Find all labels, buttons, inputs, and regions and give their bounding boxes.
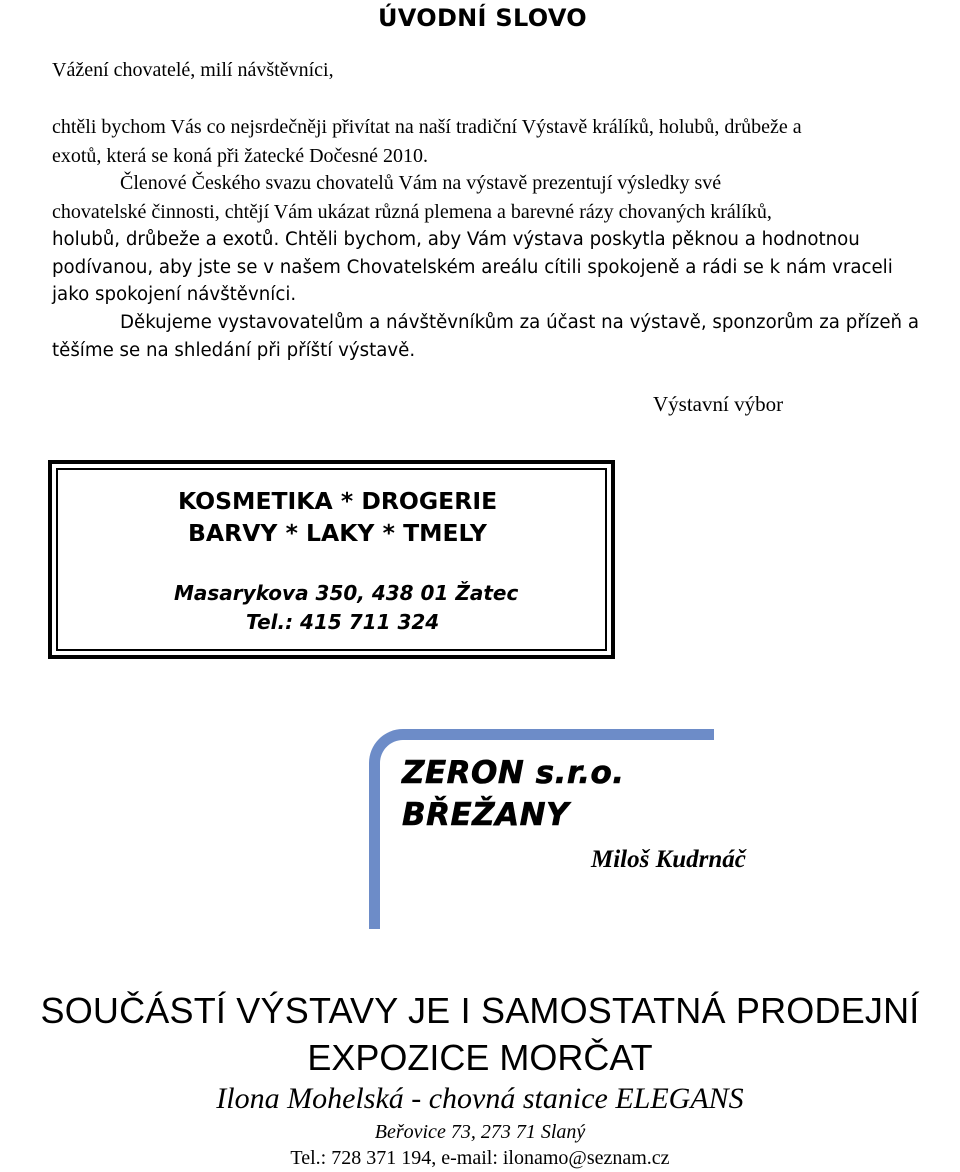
bottom-address: Beřovice 73, 273 71 Slaný — [374, 1121, 586, 1143]
body-line: Děkujeme vystavovatelům a návštěvníkům za účast na výstavě, sponzorům za přízeň a — [120, 312, 919, 333]
body-line: Členové Českého svazu chovatelů Vám na výstavě prezentují výsledky své — [120, 172, 722, 194]
body-line: chovatelské činnosti, chtějí Vám ukázat různá plemena a barevné rázy chovaných králíků, — [52, 201, 772, 223]
body-line: podívanou, aby jste se v našem Chovatelském areálu cítili spokojeně a rádi se k nám vraceli — [52, 257, 893, 278]
ad-zeron-person: Miloš Kudrnáč — [591, 846, 746, 873]
bottom-breeder-name: Ilona Mohelská - chovná stanice ELEGANS — [216, 1082, 744, 1115]
ad-cosmetics-address: Masarykova 350, 438 01 Žatec — [174, 581, 519, 605]
ad-cosmetics-line2: BARVY * LAKY * TMELY — [188, 519, 487, 547]
signature: Výstavní výbor — [653, 392, 784, 416]
ad-cosmetics-phone: Tel.: 415 711 324 — [246, 610, 440, 634]
body-line: holubů, drůbeže a exotů. Chtěli bychom, aby Vám výstava poskytla pěknou a hodnotnou — [52, 229, 860, 250]
ad-cosmetics-box — [48, 460, 615, 659]
bottom-title-line2: EXPOZICE MORČAT — [307, 1037, 653, 1078]
ad-zeron-company: ZERON s.r.o. — [402, 755, 625, 791]
body-line: jako spokojení návštěvníci. — [52, 284, 297, 305]
body-line: exotů, která se koná při žatecké Dočesné 2010. — [52, 145, 428, 167]
ad-cosmetics-inner-frame — [56, 468, 607, 651]
ad-zeron-frame — [369, 729, 746, 929]
page-heading: ÚVODNÍ SLOVO — [378, 4, 587, 32]
bottom-title-line1: SOUČÁSTÍ VÝSTAVY JE I SAMOSTATNÁ PRODEJNÍ — [40, 990, 920, 1031]
bottom-contact: Tel.: 728 371 194, e-mail: ilonamo@seznam.cz — [290, 1147, 670, 1169]
body-line: těšíme se na shledání při příští výstavě. — [52, 340, 416, 361]
ad-cosmetics-line1: KOSMETIKA * DROGERIE — [178, 487, 498, 515]
ad-zeron-city: BŘEŽANY — [402, 797, 570, 833]
salutation: Vážení chovatelé, milí návštěvníci, — [52, 59, 334, 81]
body-line: chtěli bychom Vás co nejsrdečněji přivítat na naší tradiční Výstavě králíků, holubů, drůbeže a — [52, 116, 802, 138]
